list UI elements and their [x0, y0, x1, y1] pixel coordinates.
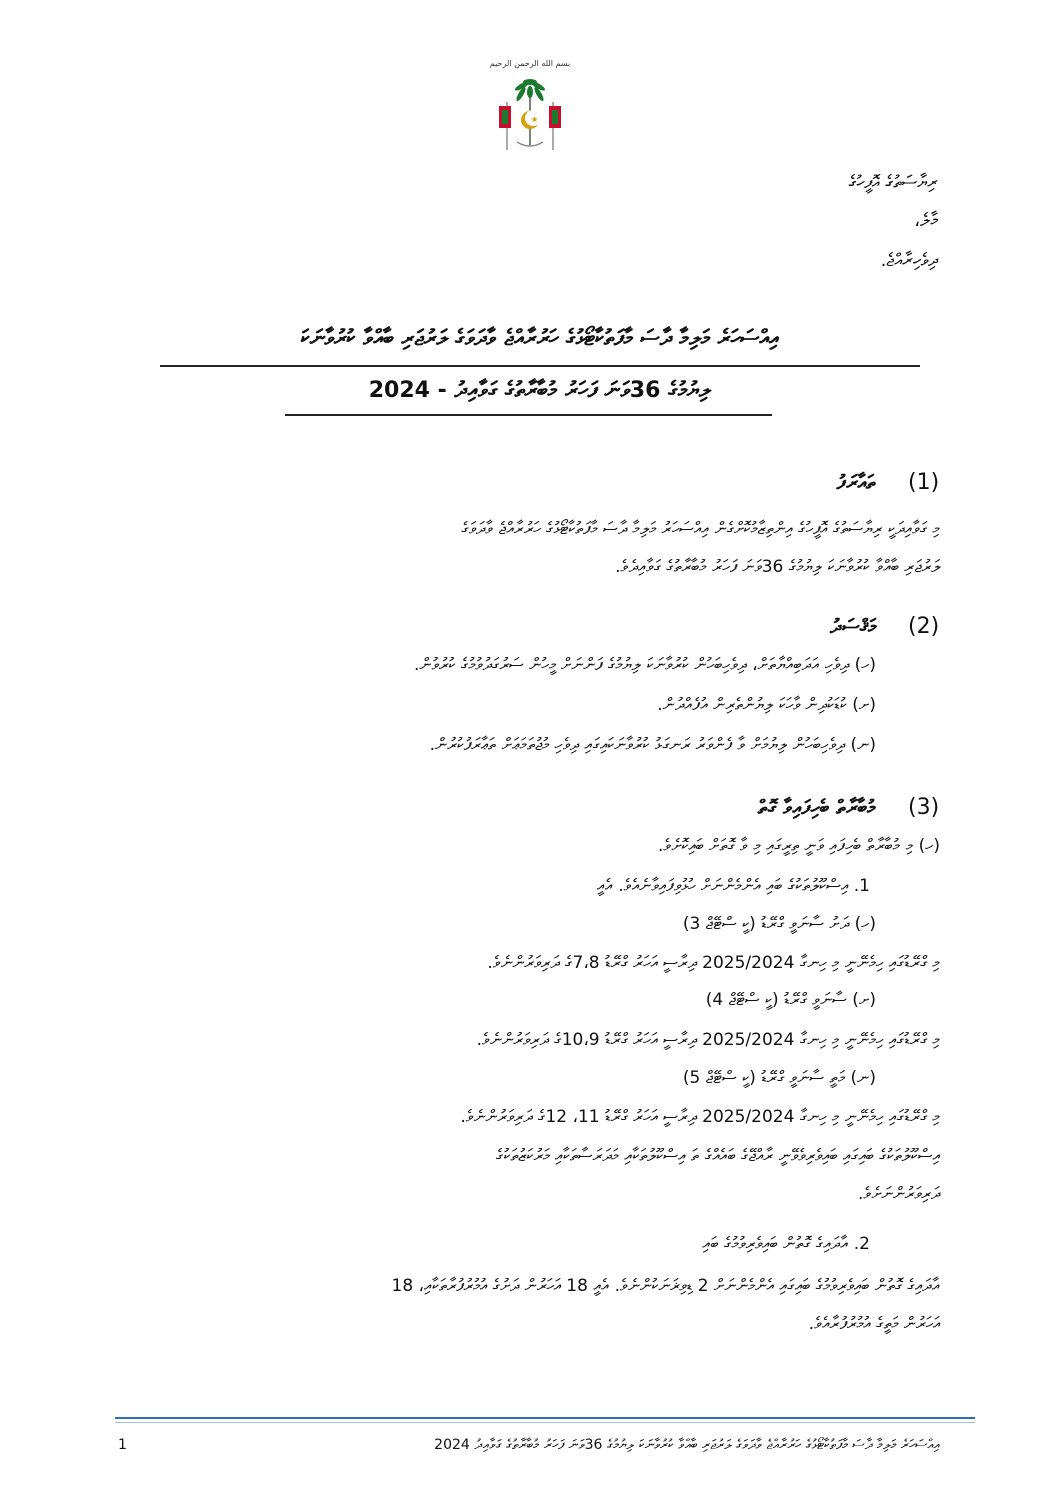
- title-line-1: އިއްސަހަރެ މަލިމާ ދާސަ މާފަތުކާޓޯޅުގެ ހަރުރާއްޖެ ވާދަވަގެ ލަރުޖަރި ބާއްވާ ކުރުވާނަކަ: [300, 326, 780, 351]
- bismillah-calligraphy: بسم الله الرحمن الرحيم: [489, 59, 571, 68]
- section-2-item-1: (ހ) ދިވެހި އަދަބިއްޔާތަށް، ދިވެހިބަހުން ކުރުވާނަކަ ލިޔުމުގެ ފަންނަށް މީހުން ސަރުގަދުވުމުގެ ކުރުވުން.: [413, 655, 876, 675]
- section-2-item-2: (ށ) ކުޑަކުދިން ވާހަކަ ލިޔުންތެރިން އުފެއްދުން.: [657, 695, 876, 715]
- open-category-line-2: އަހަރުން މަތީގެ އުމުރުފުރާއެވެ.: [808, 1314, 940, 1334]
- key-stage-5-description: މި ގްރޭޑުގައި ހިމެނޭނީ މި ހިނގާ 2025/2024 ދިރާސީ އަހަރު ގްރޭޑު 11، 12ގެ ދަރިވަރުންނެވެ.: [460, 1107, 940, 1127]
- title-separator: -: [429, 378, 455, 403]
- footer-rule-thin: [115, 1422, 975, 1423]
- key-stage-3-label: (ހ) ދަށު ސާނަވީ ގްރޭޑު (ކީ ސްޓޭޖް 3): [682, 914, 876, 934]
- key-stage-5-label: (ނ) މަތީ ސާނަވީ ގްރޭޑު (ކީ ސްޓޭޖް 5): [682, 1068, 876, 1088]
- section-2-number: (2): [908, 614, 940, 639]
- title-underline-1: [160, 365, 920, 367]
- section-3-intro: (ހ) މި މުބާރާތް ބެހިފައި ވަނީ ތިރީގައި މި ވާ ގޮތަށް ބައިކޮށެވެ.: [658, 836, 940, 856]
- title-line-2: [140, 378, 940, 403]
- footer-running-title: އިއްސަހަރެ މަލިމާ ދާސަ މާފަތުކާޓޯޅުގެ ހަރުރާއްޖެ ވާދަވަގެ ލަރުޖަރި ބާއްވާ ކުރުވާނަކަ ލިޔުމުގެ 36ވަނަ ފަހަރު މުބާރާތުގެ ގަވާއިދު 2024: [434, 1437, 940, 1453]
- state-emblem: [489, 50, 571, 160]
- section-3-number: (3): [908, 795, 940, 820]
- schools-note-line-2: ދަރިވަރުންނަށެވެ.: [858, 1184, 940, 1204]
- key-stage-4-description: މި ގްރޭޑުގައި ހިމެނޭނީ މި ހިނގާ 2025/2024 ދިރާސީ އަހަރު ގްރޭޑު 10،9ގެ ދަރިވަރުންނެވެ.: [476, 1030, 940, 1050]
- section-1-paragraph-line-2: ލަރުޖަރި ބާއްވާ ކުރުވާނަކަ ލިޔުމުގެ 36ވަނަ ފަހަރު މުބާރާތުގެ ގަވާއިދެވެ.: [615, 557, 940, 577]
- key-stage-3-description: މި ގްރޭޑުގައި ހިމެނޭނީ މި ހިނގާ 2025/2024 ދިރާސީ އަހަރު ގްރޭޑު 7،8ގެ ދަރިވަރުންނެވެ.: [487, 953, 940, 973]
- title-underline-2: [285, 414, 772, 416]
- title-year: 2024: [368, 378, 430, 403]
- office-name: ރިޔާސަތުގެ އޮފީހުގެ: [848, 172, 938, 193]
- section-3-sub-1-heading: 1. އިސްކޫލުތަކުގެ ބައި އެންމެންނަށް ހުޅުވިފައިވާނެއެވެ. އެއީ: [596, 876, 870, 896]
- section-1-number: (1): [908, 470, 940, 495]
- section-3-title: މުބާރާތް ބެހިފައިވާ ގޮތް: [757, 795, 876, 819]
- title-text: ލިޔުމުގެ 36ވަނަ ފަހަރު މުބާރާތުގެ ގަވާއިދު: [454, 378, 712, 403]
- page-number: 1: [118, 1437, 127, 1453]
- section-2-title: މަޤްސަދު: [830, 614, 876, 638]
- section-1-title: ތައާރަފު: [836, 470, 876, 494]
- footer-rule: [115, 1417, 975, 1419]
- schools-note-line-1: އިސްކޫލުތަކުގެ ބައިގައި ބައިވެރިވެވޭނީ ރާއްޖޭގެ ބައެއްގެ ތަ އިސްކޫލުތަކާއި މަދަރަސާތަކާއި މަރުކަޒުތަކުގެ: [495, 1146, 940, 1166]
- section-3-sub-2-heading: 2. އާދައިގެ ގޮތުން ބައިވެރިވުމުގެ ބައި: [702, 1234, 870, 1254]
- city-name: މާލެ،: [914, 210, 938, 231]
- open-category-line-1: އާދައިގެ ގޮތުން ބައިވެރިވުމުގެ ބައިގައި އެންމެންނަށް 2 ޑިވިޜަނަކުންނެވެ. އެއީ 18 އަހަރުން ދަށުގެ އުމުރުފުރާތަކާއި، 18: [391, 1276, 940, 1296]
- key-stage-4-label: (ށ) ސާނަވީ ގްރޭޑު (ކީ ސްޓޭޖް 4): [705, 990, 876, 1010]
- section-1-paragraph-line-1: މި ގަވާއިދަކީ ރިޔާސަތުގެ އޮފީހުގެ އިންތިޒާމުކޮށްގެން އިއްސަހަރު މަލިމާ ދާސަ މާފަތުކާޓޯޅުގެ ހަރުރާއްޖެ ވާދަވަގެ: [461, 519, 940, 539]
- country-name: ދިވެހިރާއްޖެ.: [880, 250, 938, 271]
- section-2-item-3: (ނ) ދިވެހިބަހުން ލިޔުމަށް ވާ ފެންވަރު ރަނގަޅު ކުރުވާނަކައިގައި ދިވެހި މުޖުތަމަޢަށް ތަޢާރަފުކުރުން.: [429, 735, 876, 755]
